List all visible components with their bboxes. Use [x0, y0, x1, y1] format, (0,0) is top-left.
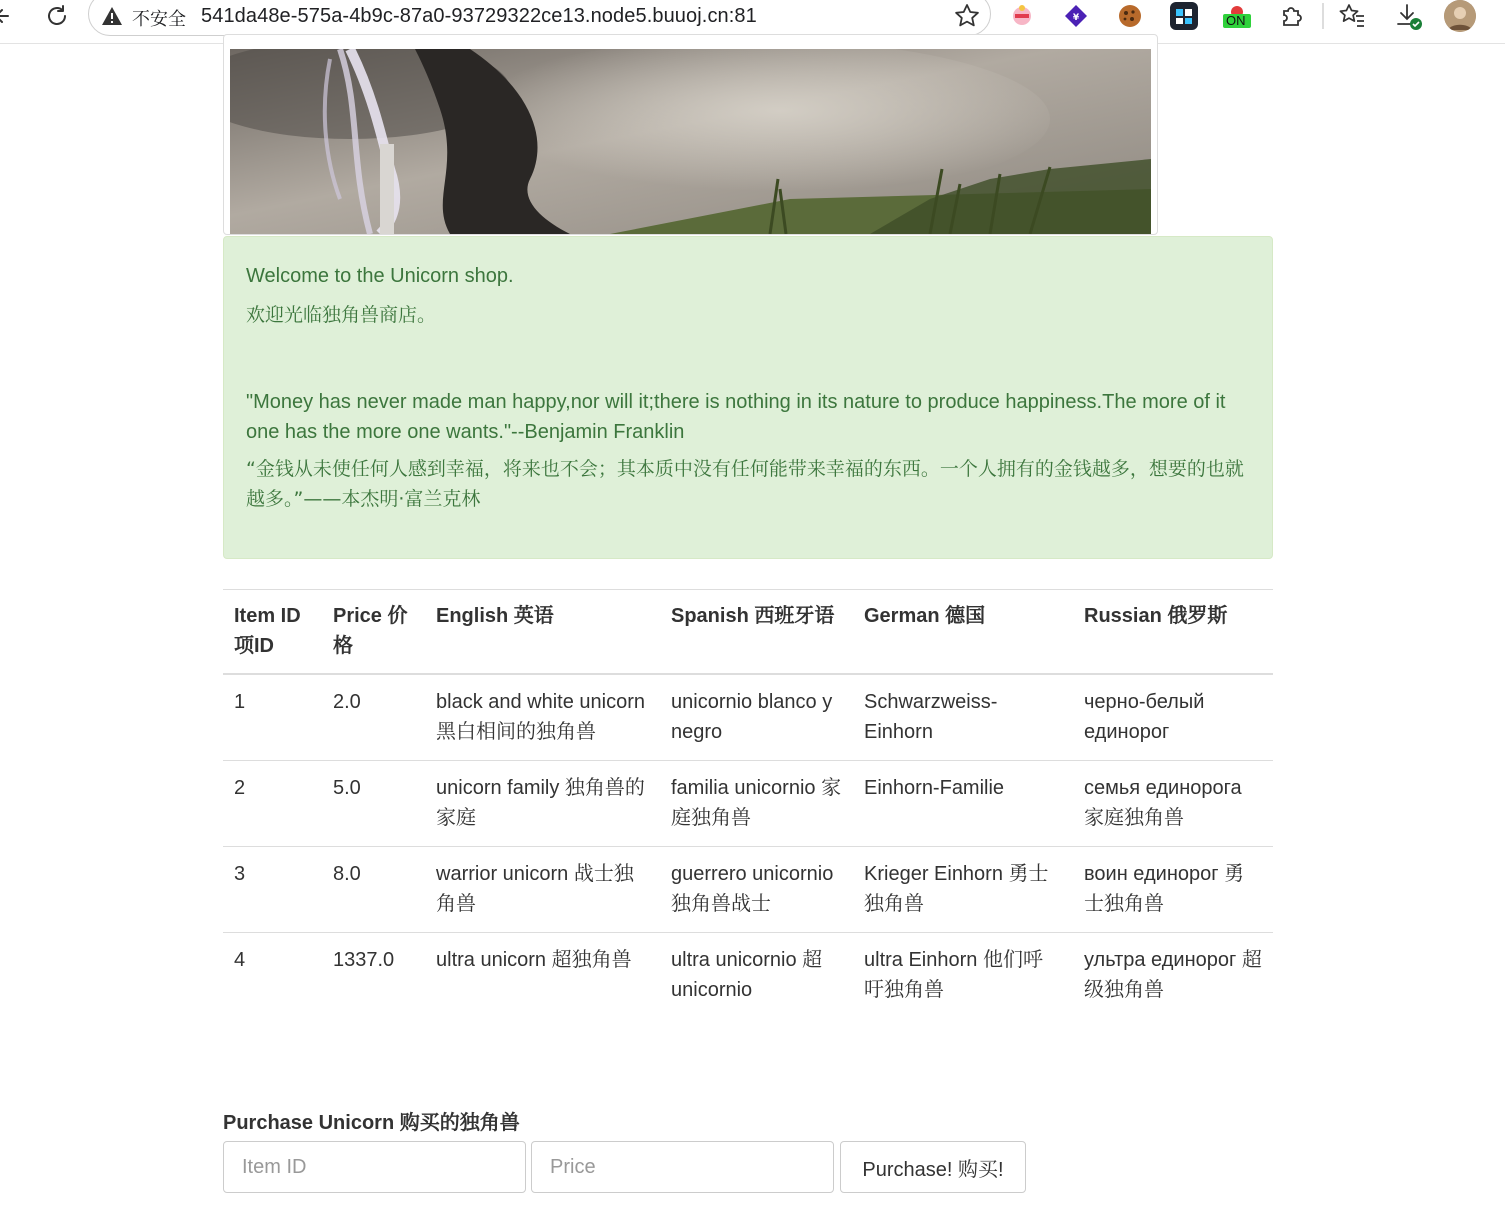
puzzle-icon[interactable]	[1278, 2, 1306, 30]
cell-german: Krieger Einhorn 勇士独角兽	[853, 847, 1073, 933]
purchase-section	[223, 1106, 1004, 1181]
cell-price: 2.0	[333, 691, 361, 713]
cell-russian: ультра единорог 超级独角兽	[1073, 933, 1273, 1019]
cell-english: warrior unicorn 战士独角兽	[425, 847, 660, 933]
quote-text-zh: “金钱从未使任何人感到幸福，将来也不会；其本质中没有任何能带来幸福的东西。一个人拥有的金钱越多，想要的也就越多。”——本杰明·富兰克林	[246, 458, 1244, 510]
table-row	[223, 847, 1273, 933]
header-german: German 德国	[853, 590, 1073, 675]
url-text[interactable]: 541da48e-575a-4b9c-87a0-93729322ce13.node5.buuoj.cn:81	[201, 5, 757, 27]
header-item-id: Item ID 项ID	[223, 590, 322, 675]
welcome-text-zh: 欢迎光临独角兽商店。	[246, 304, 437, 326]
lollipop-icon[interactable]	[1008, 2, 1036, 30]
purchase-title: Purchase Unicorn 购买的独角兽	[223, 1112, 520, 1134]
avatar[interactable]	[1444, 0, 1476, 32]
cell-spanish: familia unicornio 家庭独角兽	[660, 761, 853, 847]
item-id-input[interactable]	[223, 1141, 526, 1193]
cell-spanish: unicornio blanco y negro	[671, 691, 833, 743]
cell-english: black and white unicorn 黑白相间的独角兽	[436, 691, 646, 743]
unicorn-banner-image	[230, 49, 1151, 234]
cell-german: Einhorn-Familie	[853, 761, 1073, 847]
cell-russian: семья единорога 家庭独角兽	[1073, 761, 1273, 847]
header-spanish: Spanish 西班牙语	[660, 590, 853, 675]
cell-price: 1337.0	[322, 933, 425, 1019]
favorites-icon[interactable]	[1338, 2, 1366, 30]
cell-price: 5.0	[322, 761, 425, 847]
cell-german: Schwarzweiss-Einhorn	[864, 691, 998, 743]
header-price: Price 价格	[322, 590, 425, 675]
cell-item-id: 4	[223, 933, 322, 1019]
table-row	[223, 933, 1273, 1019]
table-row	[223, 674, 1273, 761]
on-badge[interactable]	[1222, 4, 1252, 30]
hero-image-frame	[223, 34, 1158, 235]
cookie-icon[interactable]	[1116, 2, 1144, 30]
table-header-row	[223, 590, 1273, 675]
svg-text:¥: ¥	[1072, 13, 1080, 23]
quote-text-en: "Money has never made man happy,nor will it;there is nothing in its nature to produce happiness.The more of it one has the more one wants."--Benjamin Franklin	[246, 391, 1226, 443]
welcome-text-en: Welcome to the Unicorn shop.	[246, 265, 514, 287]
cell-spanish: ultra unicornio 超unicornio	[660, 933, 853, 1019]
cell-item-id: 2	[223, 761, 322, 847]
unicorn-table	[223, 589, 1273, 1018]
on-badge-label: ON	[1226, 13, 1246, 28]
cell-item-id: 1	[234, 691, 246, 713]
cell-price: 8.0	[322, 847, 425, 933]
cell-spanish: guerrero unicornio 独角兽战士	[660, 847, 853, 933]
toolbar-divider	[1322, 3, 1324, 29]
price-input[interactable]	[531, 1141, 834, 1193]
back-arrow-icon[interactable]	[0, 4, 18, 28]
cell-russian: черно-белый единорог	[1084, 691, 1205, 743]
purchase-form	[223, 1141, 1043, 1193]
header-english: English 英语	[425, 590, 660, 675]
purchase-button[interactable]: Purchase! 购买!	[840, 1141, 1026, 1193]
downloads-icon[interactable]	[1394, 2, 1422, 30]
terminal-icon[interactable]	[1170, 2, 1198, 30]
welcome-alert	[223, 236, 1273, 559]
cell-german: ultra Einhorn 他们呼吁独角兽	[853, 933, 1073, 1019]
table-row	[223, 761, 1273, 847]
cell-english: ultra unicorn 超独角兽	[425, 933, 660, 1019]
diamond-icon[interactable]	[1062, 2, 1090, 30]
warning-icon[interactable]	[101, 5, 123, 27]
cell-item-id: 3	[223, 847, 322, 933]
header-russian: Russian 俄罗斯	[1073, 590, 1273, 675]
reload-icon[interactable]	[44, 3, 70, 29]
bookmark-star-icon[interactable]	[954, 3, 980, 29]
cell-russian: воин единорог 勇士独角兽	[1073, 847, 1273, 933]
address-bar[interactable]	[88, 0, 991, 36]
cell-english: unicorn family 独角兽的家庭	[425, 761, 660, 847]
security-label[interactable]: 不安全	[132, 9, 186, 30]
